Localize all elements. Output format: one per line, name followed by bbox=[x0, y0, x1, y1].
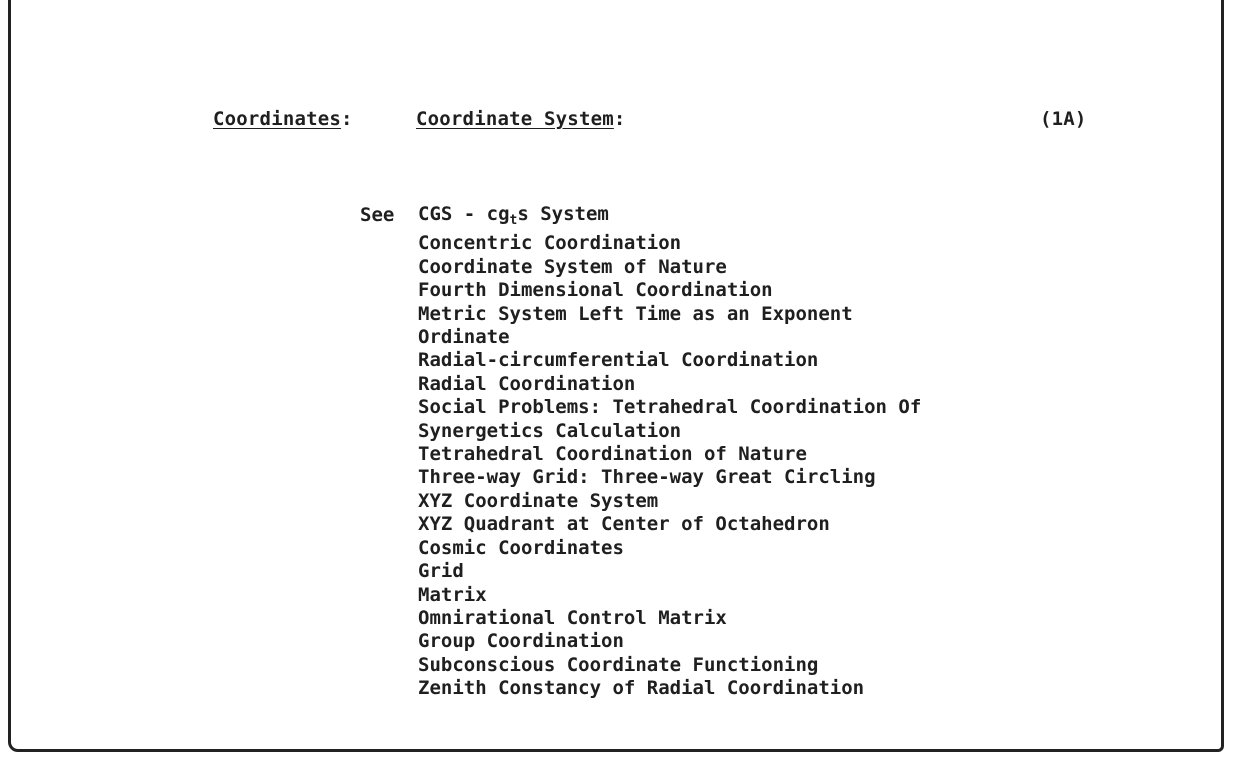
list-item: Concentric Coordination bbox=[418, 232, 682, 255]
card-code: (1A) bbox=[1040, 108, 1087, 130]
list-item: Ordinate bbox=[418, 326, 510, 349]
list-item: Radial-circumferential Coordination bbox=[418, 349, 819, 372]
list-item: XYZ Coordinate System bbox=[418, 489, 659, 512]
see-label: See bbox=[360, 204, 395, 226]
list-item: Three-way Grid: Three-way Great Circling bbox=[418, 466, 876, 489]
heading-primary-colon: : bbox=[341, 108, 353, 130]
heading-primary-text: Coordinates bbox=[213, 108, 342, 130]
list-item: Zenith Constancy of Radial Coordination bbox=[418, 677, 865, 700]
list-item: Matrix bbox=[418, 583, 487, 606]
heading-primary bbox=[213, 108, 353, 130]
list-item: Coordinate System of Nature bbox=[418, 255, 727, 278]
list-item: Omnirational Control Matrix bbox=[418, 606, 727, 629]
cross-reference-list bbox=[418, 203, 921, 701]
first-entry-after-sub: s System bbox=[517, 203, 609, 225]
list-item: Synergetics Calculation bbox=[418, 419, 682, 442]
list-item: Social Problems: Tetrahedral Coordination Of bbox=[418, 396, 922, 419]
heading-secondary-colon: : bbox=[613, 108, 626, 130]
list-item: Radial Coordination bbox=[418, 372, 636, 395]
first-entry-subscript: t bbox=[509, 213, 518, 228]
list-item: Metric System Left Time as an Exponent bbox=[418, 302, 853, 325]
list-item bbox=[418, 203, 921, 232]
list-item: Group Coordination bbox=[418, 630, 624, 653]
heading-secondary-text: Coordinate System bbox=[416, 108, 614, 130]
list-item: Grid bbox=[418, 560, 464, 583]
list-item: Tetrahedral Coordination of Nature bbox=[418, 443, 807, 466]
list-item: Cosmic Coordinates bbox=[418, 536, 624, 559]
list-item: XYZ Quadrant at Center of Octahedron bbox=[418, 513, 830, 536]
heading-secondary bbox=[416, 108, 626, 130]
list-item: Fourth Dimensional Coordination bbox=[418, 279, 773, 302]
first-entry-before-sub: CGS - cg bbox=[418, 203, 510, 225]
list-item: Subconscious Coordinate Functioning bbox=[418, 653, 819, 676]
